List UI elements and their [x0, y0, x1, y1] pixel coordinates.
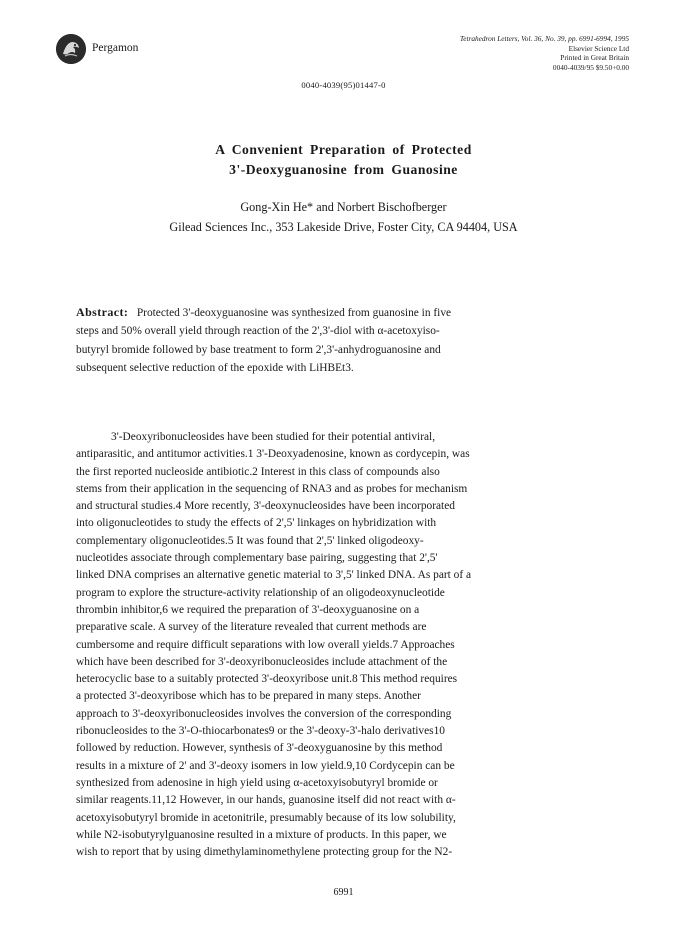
abstract-line: butyryl bromide followed by base treatment to form 2',3'-anhydroguanosine and: [76, 343, 441, 356]
body-line: a protected 3'-deoxyribose which has to be prepared in many steps. Another: [76, 690, 421, 703]
body-line: antiparasitic, and antitumor activities.1 3'-Deoxyadenosine, known as cordycepin, was: [76, 448, 470, 461]
page-number: 6991: [333, 887, 354, 898]
title-line: A Convenient Preparation of Protected: [215, 142, 472, 157]
body-line: nucleotides associate through complementary base pairing, suggesting that 2',5': [76, 552, 438, 565]
author-affiliation: Gilead Sciences Inc., 353 Lakeside Drive, Foster City, CA 94404, USA: [169, 220, 518, 234]
abstract-line: subsequent selective reduction of the epoxide with LiHBEt3.: [76, 361, 354, 374]
body-line: approach to 3'-deoxyribonucleosides involves the conversion of the corresponding: [76, 707, 452, 720]
body-line: and structural studies.4 More recently, 3'-deoxynucleosides have been incorporated: [76, 500, 455, 513]
journal-citation-block: [369, 34, 629, 72]
abstract-text: Protected 3'-deoxyguanosine was synthesized from guanosine in five: [136, 307, 452, 319]
author-block: [0, 197, 687, 237]
body-line: followed by reduction. However, synthesis of 3'-deoxyguanosine by this method: [76, 742, 443, 755]
journal-citation-line: Tetrahedron Letters, Vol. 36, No. 39, pp. 6991-6994, 1995: [459, 34, 629, 43]
pergamon-logo-icon: [56, 34, 86, 64]
body-line: wish to report that by using dimethylaminomethylene protecting group for the N2-: [76, 846, 453, 859]
abstract-line: steps and 50% overall yield through reaction of the 2',3'-diol with α-acetoxyiso-: [76, 325, 440, 338]
body-line: linked DNA comprises an alternative genetic material to 3',5' linked DNA. As part of a: [76, 569, 472, 582]
author-names: Gong-Xin He* and Norbert Bischofberger: [240, 200, 447, 214]
body-line: 3'-Deoxyribonucleosides have been studied for their potential antiviral,: [111, 431, 436, 443]
abstract: [76, 303, 616, 377]
abstract-label: Abstract:: [76, 305, 129, 319]
article-identifier: 0040-4039(95)01447-0: [301, 80, 386, 90]
body-line: cumbersome and require difficult separations with low overall yields.7 Approaches: [76, 638, 455, 651]
body-line: into oligonucleotides to study the effects of 2',5' linkages on hybridization with: [76, 517, 437, 530]
body-line: complementary oligonucleotides.5 It was found that 2',5' linked oligodeoxy-: [76, 534, 424, 547]
body-line: stems from their application in the sequencing of RNA3 and as probes for mechanism: [76, 482, 468, 495]
body-line: acetoxyisobutyryl bromide in acetonitrile, presumably because of its low solubility,: [76, 811, 456, 824]
pergamon-emblem-icon: [56, 34, 86, 64]
publisher-name: Pergamon: [92, 42, 139, 54]
abstract-line: [76, 303, 616, 322]
body-line: similar reagents.11,12 However, in our hands, guanosine itself did not react with α-: [76, 794, 456, 807]
body-line: results in a mixture of 2' and 3'-deoxy isomers in low yield.9,10 Cordycepin can be: [76, 759, 455, 772]
title-line: 3'-Deoxyguanosine from Guanosine: [229, 162, 458, 177]
body-line: thrombin inhibitor,6 we required the preparation of 3'-deoxyguanosine on a: [76, 603, 420, 616]
body-line: the first reported nucleoside antibiotic.2 Interest in this class of compounds also: [76, 465, 440, 478]
body-line: preparative scale. A survey of the literature revealed that current methods are: [76, 621, 427, 634]
body-line: program to explore the structure-activity relationship of an oligodeoxynucleotide: [76, 586, 445, 599]
body-line: synthesized from adenosine in high yield using α-acetoxyisobutyryl bromide or: [76, 776, 438, 789]
issn-price-line: 0040-4039/95 $9.50+0.00: [552, 62, 629, 72]
body-line: ribonucleosides to the 3'-O-thiocarbonates9 or the 3'-deoxy-3'-halo derivatives10: [76, 725, 445, 738]
body-line: while N2-isobutyrylguanosine resulted in a mixture of products. In this paper, we: [76, 828, 447, 841]
printed-in-line: Printed in Great Britain: [560, 53, 629, 63]
body-paragraph: [76, 429, 616, 861]
body-line: heterocyclic base to a suitably protected 3'-deoxyribose unit.8 This method requires: [76, 673, 458, 686]
publisher-line: Elsevier Science Ltd: [568, 43, 629, 53]
article-title: [0, 140, 687, 180]
body-line: which have been described for 3'-deoxyribonucleosides include attachment of the: [76, 655, 448, 668]
